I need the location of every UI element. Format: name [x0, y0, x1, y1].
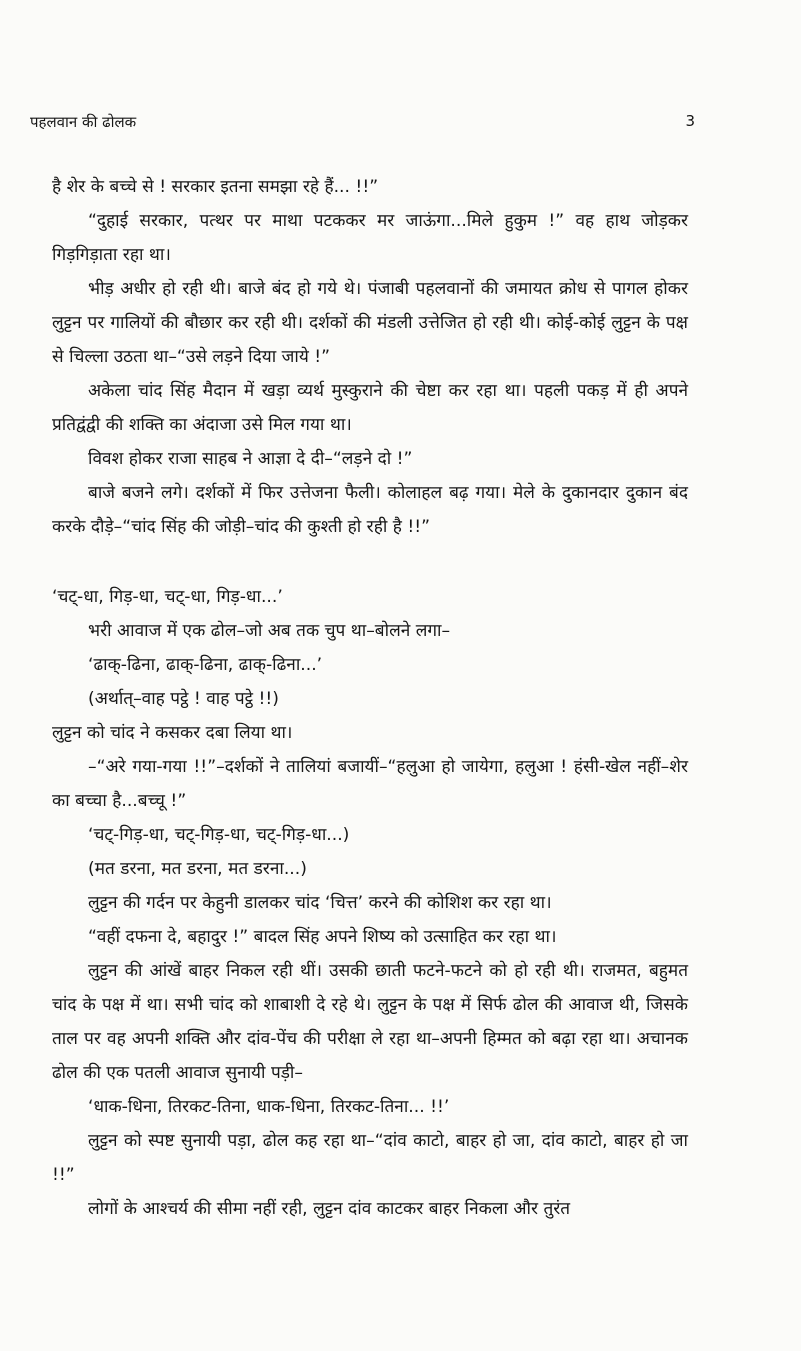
- drum-beat-line: ‘चट्-गिड़-धा, चट्-गिड़-धा, चट्-गिड़-धा...): [88, 825, 350, 845]
- paragraph: भीड़ अधीर हो रही थी। बाजे बंद हो गये थे। पंजाबी पहलवानों की जमायत क्रोध से पागल होकर लुट्टन पर गालियों की बौछार कर रही थी। दर्शकों की मंडली उत्तेजित हो रही थी। कोई-कोई लुट्टन के पक्ष से चिल्ला उठता था–“उसे लड़ने दिया जाये !”: [52, 279, 688, 367]
- paragraph: लुट्टन की आंखें बाहर निकल रही थीं। उसकी छाती फटने-फटने को हो रही थी। राजमत, बहुमत चांद के पक्ष में था। सभी चांद को शाबाशी दे रहे थे। लुट्टन के पक्ष में सिर्फ ढोल की आवाज थी, जिसके ताल पर वह अपनी शक्ति और दांव-पेंच की परीक्षा ले रहा था–अपनी हिम्मत को बढ़ा रहा था। अचानक ढोल की एक पतली आवाज सुनायी पड़ी–: [52, 961, 688, 1083]
- paragraph: –“अरे गया-गया !!”–दर्शकों ने तालियां बजायीं–“हलुआ हो जायेगा, हलुआ ! हंसी-खेल नहीं–शेर का बच्चा है...बच्चू !”: [52, 757, 688, 811]
- paragraph: भरी आवाज में एक ढोल–जो अब तक चुप था–बोलने लगा–: [88, 621, 451, 641]
- page-number: 3: [685, 112, 695, 130]
- drum-beat-line: ‘चट्-धा, गिड़-धा, चट्-धा, गिड़-धा...’: [52, 587, 283, 607]
- drum-beat-line: ‘ढाक्-ढिना, ढाक्-ढिना, ढाक्-ढिना...’: [88, 655, 323, 675]
- paragraph: बाजे बजने लगे। दर्शकों में फिर उत्तेजना फैली। कोलाहल बढ़ गया। मेले के दुकानदार दुकान बंद करके दौड़े–“चांद सिंह की जोड़ी–चांद की कुश्ती हो रही है !!”: [52, 483, 688, 537]
- paragraph: (अर्थात्–वाह पट्ठे ! वाह पट्ठे !!): [88, 689, 279, 709]
- paragraph: अकेला चांद सिंह मैदान में खड़ा व्यर्थ मुस्कुराने की चेष्टा कर रहा था। पहली पकड़ में ही अपने प्रतिद्वंद्वी की शक्ति का अंदाजा उसे मिल गया था।: [52, 381, 688, 435]
- paragraph: लुट्टन की गर्दन पर केहुनी डालकर चांद ‘चित्त’ करने की कोशिश कर रहा था।: [88, 893, 552, 913]
- paragraph: (मत डरना, मत डरना, मत डरना...): [88, 859, 307, 879]
- paragraph: है शेर के बच्चे से ! सरकार इतना समझा रहे हैं... !!”: [52, 177, 379, 197]
- paragraph: लुट्टन को स्पष्ट सुनायी पड़ा, ढोल कह रहा था–“दांव काटो, बाहर हो जा, दांव काटो, बाहर हो जा !!”: [52, 1131, 688, 1185]
- page-header: [30, 112, 695, 136]
- paragraph: लोगों के आश्चर्य की सीमा नहीं रही, लुट्टन दांव काटकर बाहर निकला और तुरंत: [88, 1199, 571, 1219]
- drum-beat-line: ‘धाक-धिना, तिरकट-तिना, धाक-धिना, तिरकट-तिना... !!’: [88, 1097, 450, 1117]
- section-gap: [52, 544, 688, 580]
- paragraph: “दुहाई सरकार, पत्थर पर माथा पटककर मर जाऊंगा...मिले हुकुम !” वह हाथ जोड़कर गिड़गिड़ाता रहा था।: [52, 211, 688, 265]
- paragraph: “वहीं दफना दे, बहादुर !” बादल सिंह अपने शिष्य को उत्साहित कर रहा था।: [88, 927, 557, 947]
- paragraph: विवश होकर राजा साहब ने आज्ञा दे दी–“लड़ने दो !”: [88, 449, 413, 469]
- page-body: [52, 170, 688, 1226]
- running-title: पहलवान की ढोलक: [30, 113, 137, 131]
- paragraph: लुट्टन को चांद ने कसकर दबा लिया था।: [52, 723, 293, 743]
